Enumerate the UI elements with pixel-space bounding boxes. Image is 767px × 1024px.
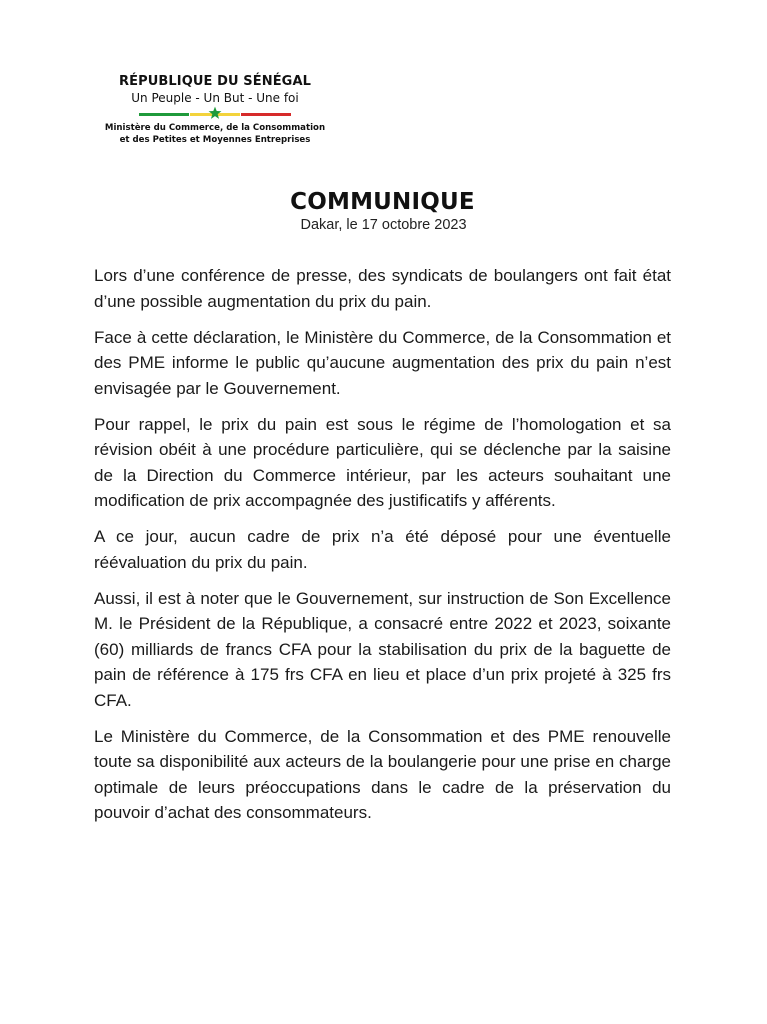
national-motto: Un Peuple - Un But - Une foi xyxy=(131,91,299,105)
paragraph-6: Le Ministère du Commerce, de la Consommation et des PME renouvelle toute sa disponibilité aux acteurs de la boulangerie pour une prise en charge optimale de leurs préoccupations dans le cadre de la préservation du pouvoir d’achat des consommateurs. xyxy=(94,726,671,822)
star-icon xyxy=(208,106,222,120)
paragraph-1: Lors d’une conférence de presse, des syndicats de boulangers ont fait état d’une possible augmentation du prix du pain. xyxy=(94,266,671,311)
paragraph-5: Aussi, il est à noter que le Gouvernement, sur instruction de Son Excellence M. le Président de la République, a consacré entre 2022 et 2023, soixante (60) milliards de francs CFA pour la stabilisation du prix de la baguette de pain de référence à 175 frs CFA en lieu et place d’un prix projeté à 325 frs CFA. xyxy=(94,588,671,710)
paragraph-4: A ce jour, aucun cadre de prix n’a été déposé pour une éventuelle réévaluation du prix du pain. xyxy=(94,527,671,572)
flag-bar xyxy=(139,107,291,119)
country-name: RÉPUBLIQUE DU SÉNÉGAL xyxy=(118,74,311,89)
ministry-name-line-2: et des Petites et Moyennes Entreprises xyxy=(119,135,311,145)
paragraph-2: Face à cette déclaration, le Ministère du Commerce, de la Consommation et des PME informe le public qu’aucune augmentation des prix du pain n’est envisagée par le Gouvernement. xyxy=(94,327,671,398)
ministry-name-line-1: Ministère du Commerce, de la Consommation xyxy=(104,123,326,133)
paragraph-3: Pour rappel, le prix du pain est sous le régime de l’homologation et sa révision obéit à une procédure particulière, qui se déclenche par la saisine de la Direction du Commerce intérieur, par les acteurs souhaitant une modification de prix accompagnée des justificatifs y afférents. xyxy=(94,414,671,510)
date-line: Dakar, le 17 octobre 2023 xyxy=(300,217,467,233)
flag-stripe-red xyxy=(241,113,291,116)
communique-body xyxy=(94,263,671,836)
document-title: COMMUNIQUE xyxy=(290,189,475,215)
title-block xyxy=(0,187,767,233)
letterhead xyxy=(100,74,330,146)
flag-stripe-green xyxy=(139,113,189,116)
